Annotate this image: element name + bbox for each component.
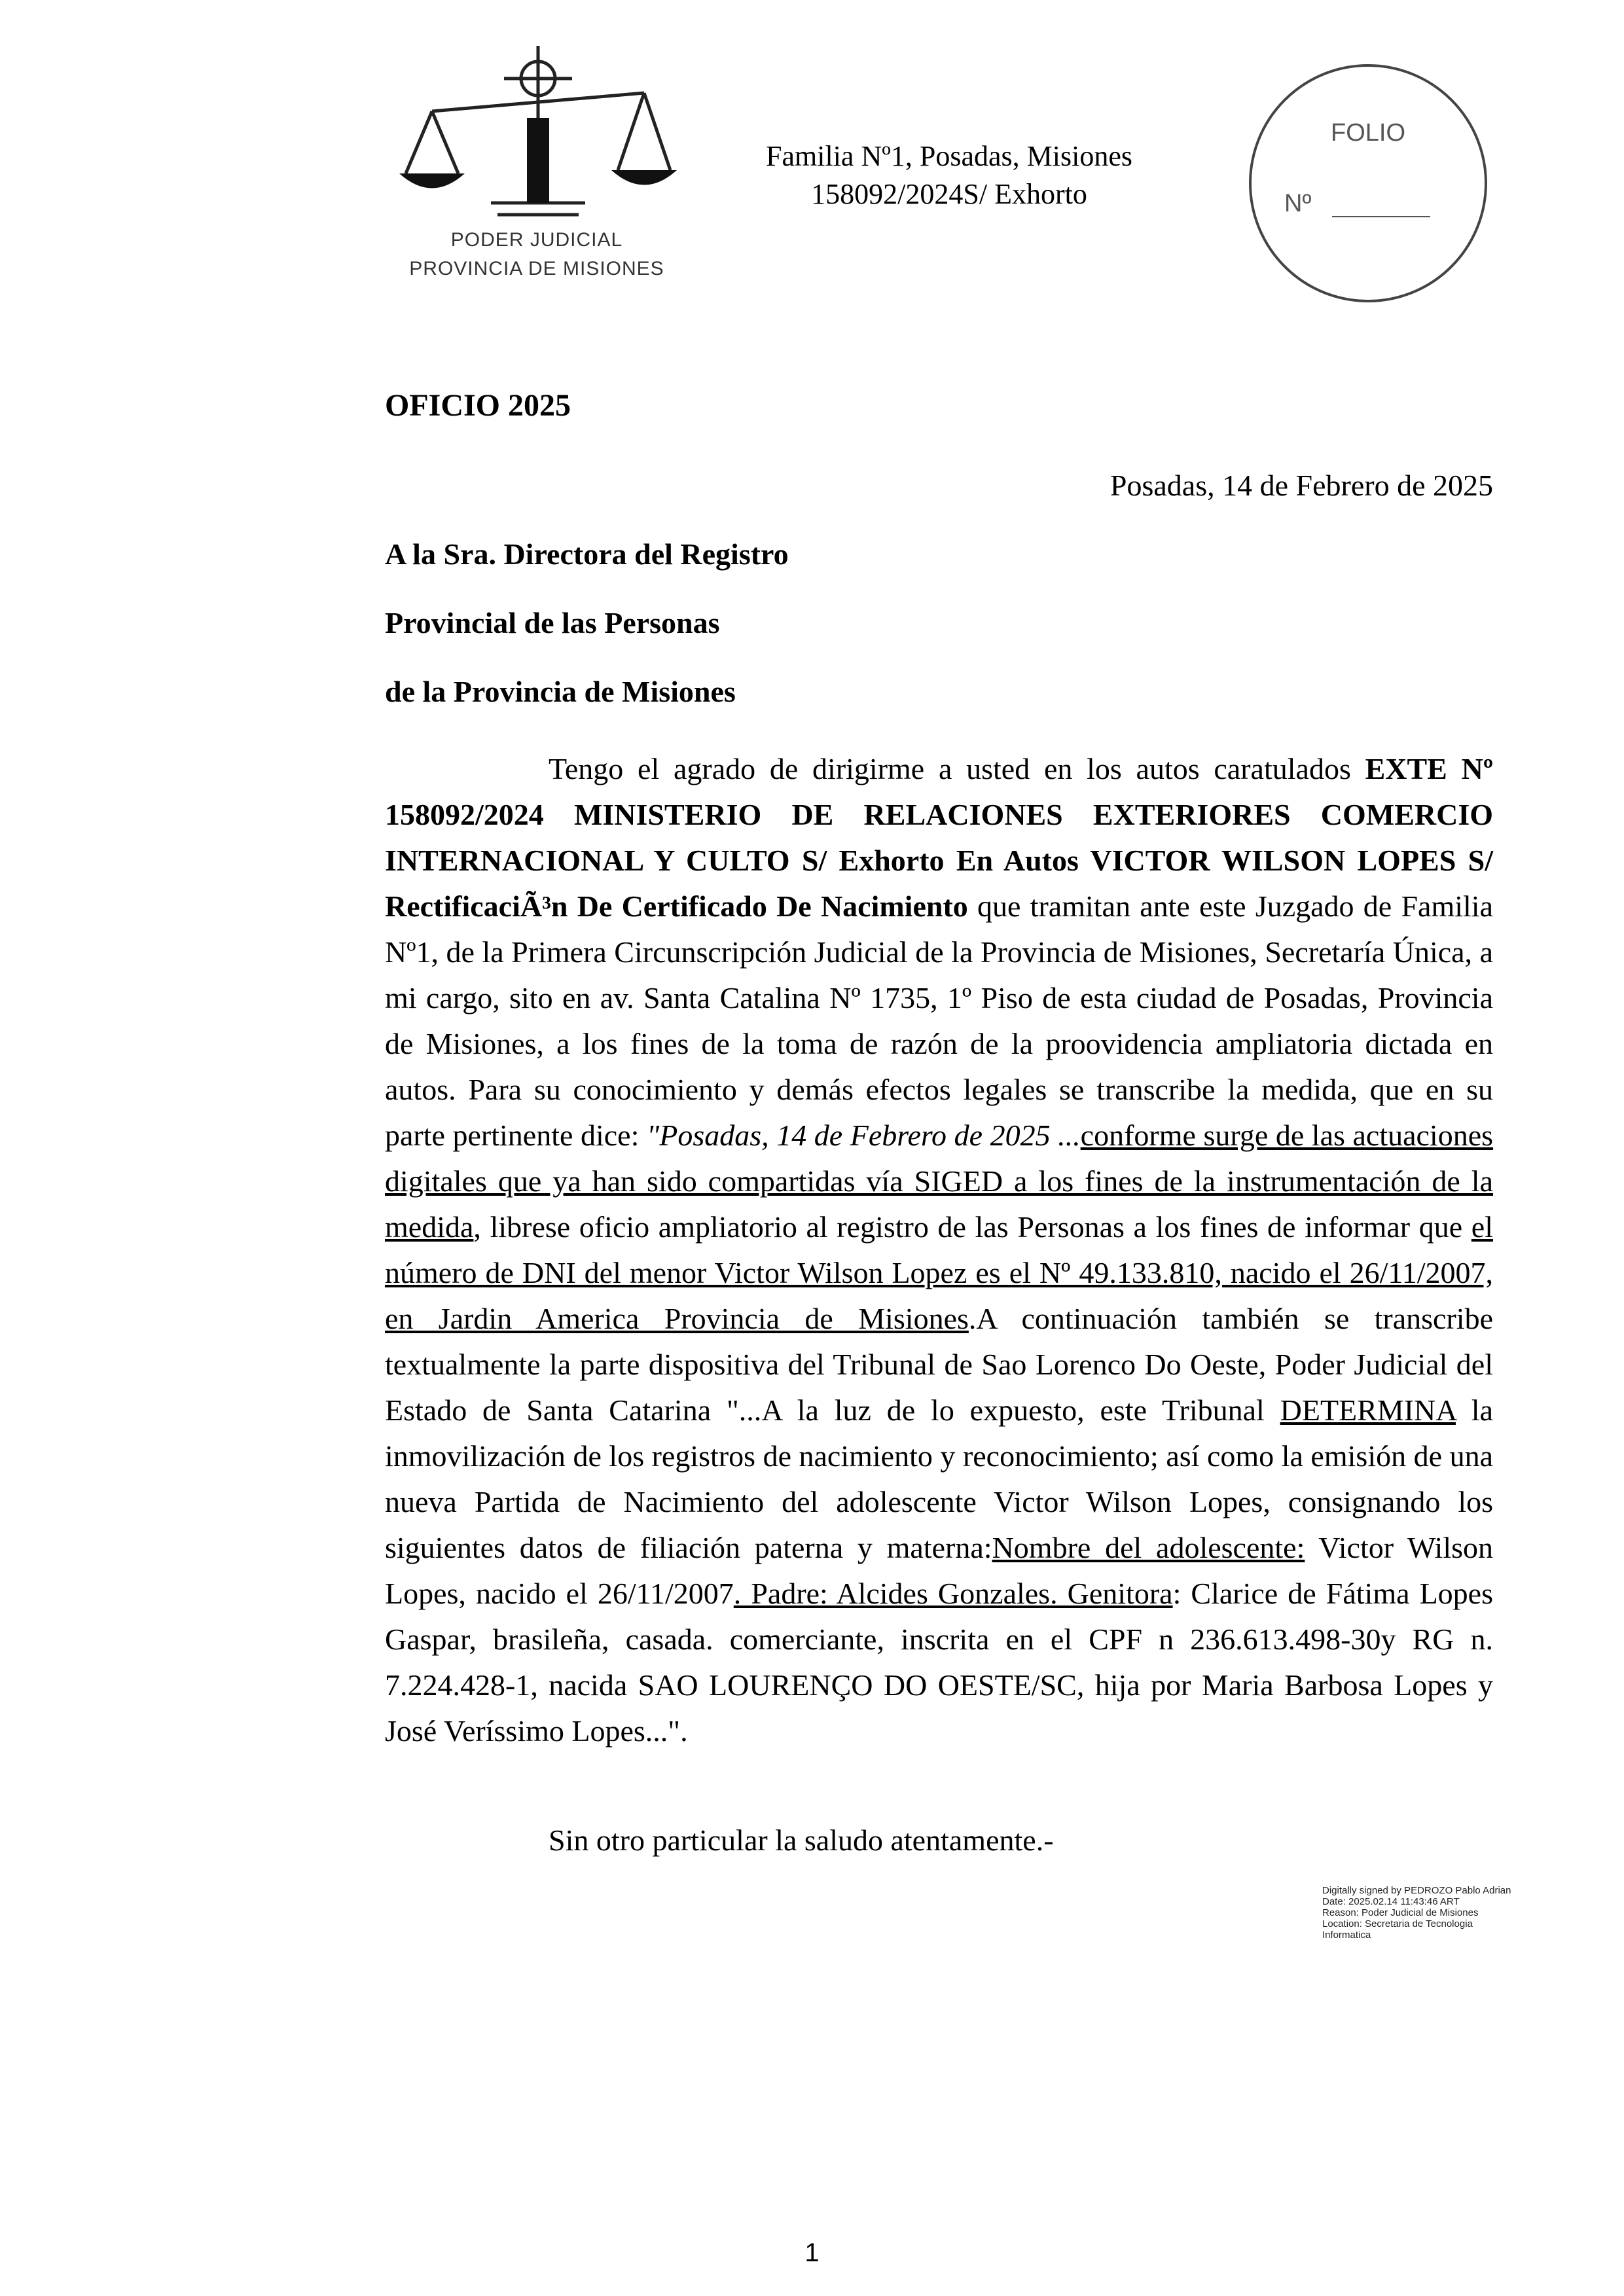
addressee-line3: de la Provincia de Misiones [385, 675, 736, 708]
quoted-date: "Posadas, 14 de Febrero de 2025 ... [646, 1119, 1081, 1152]
document-header [687, 137, 1211, 213]
body-text: Victor Wilson Lopes, nacido el 26/11/2007 [385, 1531, 1493, 1610]
court-name: Familia Nº1, Posadas, Misiones [766, 140, 1132, 172]
underlined-text: conforme surge de las actuaciones digitales que ya han sido compartidas vía SIGED a los fines de la instrumentación de la medida [385, 1119, 1494, 1244]
case-number: 158092/2024S/ Exhorto [811, 178, 1087, 210]
underlined-text: . Padre: Alcides Gonzales. Genitora [733, 1577, 1173, 1610]
body-text: la inmovilización de los registros de nacimiento y reconocimiento; así como la emisión de una nueva Partida de Nacimiento del adolescente Victor Wilson Lopes, consignando los siguientes datos de filiación paterna y materna: [385, 1393, 1493, 1564]
digital-signature [1322, 1885, 1511, 1941]
logo-text-line2: PROVINCIA DE MISIONES [409, 258, 664, 279]
signature-line: Informatica [1322, 1929, 1371, 1941]
folio-stamp [1244, 59, 1492, 308]
stamp-folio-label: FOLIO [1330, 119, 1406, 147]
body-text: .A continuación también se transcribe textualmente la parte dispositiva del Tribunal de Sao Lorenco Do Oeste, Poder Judicial del Estado de Santa Catarina "...A la luz de lo expuesto, este Tribunal [385, 1302, 1493, 1427]
signature-line: Date: 2025.02.14 11:43:46 ART [1322, 1896, 1460, 1907]
body-text: que tramitan ante este Juzgado de Familia Nº1, de la Primera Circunscripción Judicial de la Provincia de Misiones, Secretaría Única, a mi cargo, sito en av. Santa Catalina Nº 1735, 1º Piso de esta ciudad de Posadas, Provincia de Misiones, a los fines de la toma de razón de la proovidencia ampliatoria dictada en autos. Para su conocimiento y demás efectos legales se transcribe la medida, que en su parte pertinente dice: [385, 889, 1493, 1152]
body-text: : Clarice de Fátima Lopes Gaspar, brasileña, casada. comerciante, inscrita en el CPF n 236.613.498-30y RG n. 7.224.428-1, nacida SAO LOURENÇO DO OESTE/SC, hija por Maria Barbosa Lopes y José Veríssimo Lopes...". [385, 1577, 1493, 1748]
addressee-line2: Provincial de las Personas [385, 606, 720, 639]
signature-line: Location: Secretaria de Tecnologia [1322, 1918, 1473, 1929]
stamp-number-blank [1332, 216, 1430, 217]
body-paragraph [385, 746, 1493, 1754]
underlined-text: el número de DNI del menor Victor Wilson Lopez es el Nº 49.133.810, nacido el 26/11/2007, en Jardin America Provincia de Misiones [385, 1210, 1493, 1335]
document-title: OFICIO 2025 [385, 388, 571, 423]
document-date: Posadas, 14 de Febrero de 2025 [1110, 469, 1493, 502]
stamp-circle-icon [1244, 59, 1492, 308]
case-caption: EXTE Nº 158092/2024 MINISTERIO DE RELACIONES EXTERIORES COMERCIO INTERNACIONAL Y CULTO S/ Exhorto En Autos VICTOR WILSON LOPES S/ RectificaciÃ³n De Certificado De Nacimiento [385, 752, 1494, 923]
underlined-text: DETERMINA [1280, 1393, 1456, 1427]
underlined-text: Nombre del adolescente: [992, 1531, 1305, 1564]
page-number: 1 [804, 2238, 820, 2267]
stamp-number-label: Nº [1284, 190, 1312, 217]
addressee-line1: A la Sra. Directora del Registro [385, 537, 789, 571]
body-text: Tengo el agrado de dirigirme a usted en los autos caratulados [549, 752, 1365, 785]
scales-of-justice-icon [393, 39, 681, 229]
court-logo [393, 39, 681, 288]
logo-text-line1: PODER JUDICIAL [450, 229, 623, 251]
closing-line: Sin otro particular la saludo atentamente.- [549, 1823, 1054, 1857]
body-text: , librese oficio ampliatorio al registro de las Personas a los fines de informar que [473, 1210, 1471, 1244]
signature-line: Digitally signed by PEDROZO Pablo Adrian [1322, 1885, 1511, 1896]
signature-line: Reason: Poder Judicial de Misiones [1322, 1907, 1479, 1918]
